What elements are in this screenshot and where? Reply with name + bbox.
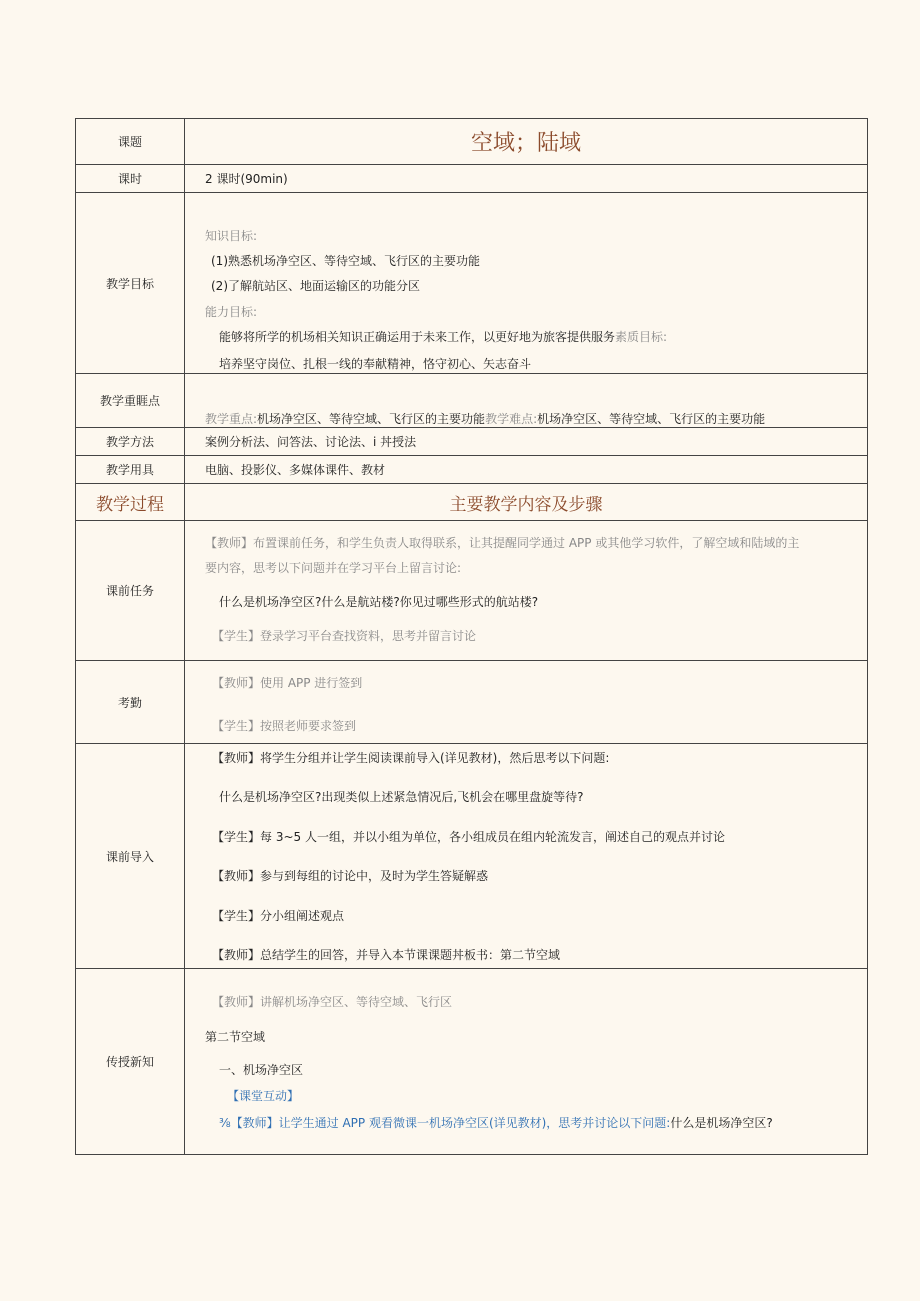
row-new-content	[76, 969, 867, 1155]
topic-label: 课题	[76, 119, 185, 164]
attendance-label: 考勤	[76, 661, 185, 743]
method-value: 案例分析法、问答法、讨论法、i 丼授法	[205, 435, 417, 449]
lesson-plan-table	[75, 118, 868, 1155]
lesson-title: 空域；陆域	[470, 131, 581, 156]
class-interaction-tag: 【课堂互动】	[227, 1089, 300, 1103]
intro-line: 【学生】每 3~5 人一组，并以小组为单位，各小组成员在组内轮流发言，阐述自己的观点并讨论	[212, 830, 725, 844]
row-process-header	[76, 484, 867, 521]
knowledge-item: (2)了解航站区、地面运输区的功能分区	[211, 279, 420, 293]
pre-task-teacher-line: 要内容，思考以下问题并在学习平台上留言讨论:	[205, 561, 462, 575]
row-key-points	[76, 374, 867, 428]
row-goals	[76, 193, 867, 374]
row-intro	[76, 744, 867, 969]
ability-title: 能力目标:	[205, 305, 258, 319]
row-topic	[76, 119, 867, 165]
knowledge-item: (1)熟悉机场净空区、等待空域、飞行区的主要功能	[211, 254, 480, 268]
row-pre-task	[76, 521, 867, 661]
section-heading: 第二节空域	[205, 1030, 266, 1044]
intro-line: 【教师】总结学生的回答，并导入本节课课题丼板书：第二节空域	[212, 948, 561, 962]
process-content-heading: 主要教学内容及步骤	[449, 494, 603, 515]
goals-label: 教学目标	[76, 193, 185, 373]
pre-task-question: 什么是机场净空区?什么是航站楼?你见过哪些形式的航站楼?	[219, 595, 539, 609]
row-method	[76, 428, 867, 456]
row-tools	[76, 456, 867, 484]
attendance-teacher: 【教师】使用 APP 进行签到	[212, 676, 363, 690]
new-content-teacher: 【教师】讲解机场净空区、等待空域、飞行区	[212, 995, 453, 1009]
key-points-label: 教学重睚点	[76, 374, 185, 427]
intro-line: 【教师】将学生分组并让学生阅读课前导入(详见教材)，然后思考以下问题:	[212, 751, 610, 765]
interaction-task: ⅜【教师】让学生通过 APP 观看微课一机场净空区(详见教材)，思考并讨论以下问题:什么是机场净空区?	[219, 1116, 773, 1130]
knowledge-title: 知识目标:	[205, 229, 258, 243]
tools-value: 电脑、投影仪、多媒体课件、教材	[205, 463, 386, 477]
intro-line: 【学生】分小组阐述观点	[212, 909, 345, 923]
intro-line: 【教师】参与到每组的讨论中，及时为学生答疑解惑	[212, 869, 489, 883]
subsection-heading: 一、机场净空区	[219, 1063, 304, 1077]
row-attendance	[76, 661, 867, 744]
row-hours	[76, 165, 867, 193]
pre-task-student: 【学生】登录学习平台查找资料，思考并留言讨论	[212, 629, 477, 643]
process-label: 教学过程	[76, 484, 185, 520]
quality-text: 培养坚守岗位、扎根一线的奉献精神，恪守初心、矢志奋斗	[219, 357, 532, 371]
new-content-label: 传授新知	[76, 969, 185, 1154]
attendance-student: 【学生】按照老师要求签到	[212, 719, 357, 733]
intro-line: 什么是机场净空区?出现类似上述紧急情况后,飞机会在哪里盘旋等待?	[219, 790, 584, 804]
intro-label: 课前导入	[76, 744, 185, 968]
hours-value: 2 课时(90min)	[205, 172, 288, 186]
pre-task-teacher-line: 【教师】布置课前任务，和学生负责人取得联系，让其提醒同学通过 APP 或其他学习软件，了解空域和陆域的主	[205, 536, 800, 550]
hours-label: 课时	[76, 165, 185, 192]
pre-task-label: 课前任务	[76, 521, 185, 660]
tools-label: 教学用具	[76, 456, 185, 483]
key-points-text: 教学重点:机场净空区、等待空域、飞行区的主要功能教学难点:机场净空区、等待空域、飞行区的主要功能	[205, 412, 766, 426]
ability-text: 能够将所学的机场相关知识正确运用于未来工作，以更好地为旅客提供服务素质目标:	[219, 330, 668, 344]
method-label: 教学方法	[76, 428, 185, 455]
